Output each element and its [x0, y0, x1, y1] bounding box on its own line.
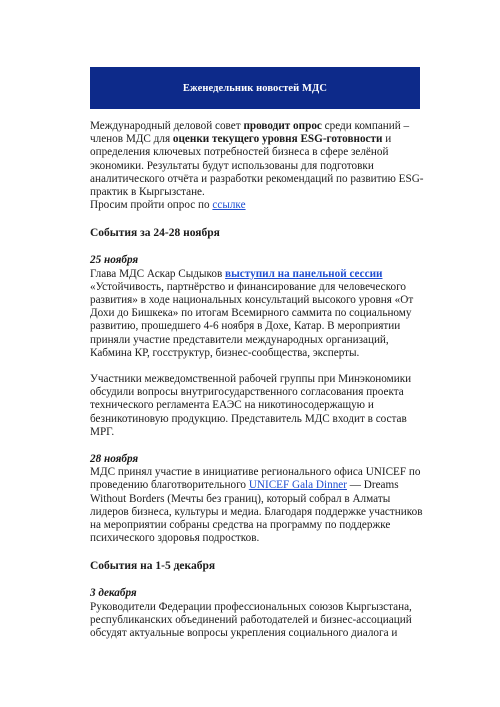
intro-bold-1: проводит опрос: [243, 120, 322, 132]
news-paragraph-panel-session: [90, 268, 428, 360]
intro-text-3: и определения ключевых потребностей бизнеса в сфере зелёной экономики. Результаты будут использованы для подготовки аналитического отчёта и разработки рекомендаций по развитию ESG-практик в Кыргызстане.: [90, 133, 424, 199]
date-25-november: 25 ноября: [90, 254, 139, 267]
news-text: «Устойчивость, партнёрство и финансирование для человеческого развития» в ходе национальных консультаций высокого уровня «От Дохи до Бишкека» по итогам Всемирного саммита по социальному развитию, прошедшего 4-6 ноября в Дохе, Катар. В мероприятии приняли участие представители международных организаций, Кабмина КР, госструктур, бизнес-сообщества, эксперты.: [90, 280, 414, 359]
survey-text: Просим пройти опрос по: [90, 199, 213, 212]
panel-session-link[interactable]: выступил на панельной сессии: [225, 267, 383, 280]
news-paragraph-trade-unions: Руководители Федерации профессиональных союзов Кыргызстана, республиканских объединений работодателей и бизнес-ассоциаций обсудят актуальные вопросы укрепления социального диалога и: [90, 600, 412, 640]
section-heading-nov: События за 24-28 ноября: [90, 227, 220, 240]
news-text: Глава МДС Аскар Сыдыков: [90, 267, 226, 280]
intro-bold-2: оценки текущего уровня ESG-готовности: [172, 133, 383, 146]
newsletter-banner: [90, 67, 420, 109]
news-text: — Dreams Without Borders (Мечты без границ), который собрал в Алматы лидеров бизнеса, культуры и медиа. Благодаря поддержке участников на мероприятии собраны средства на программу по поддержке психического здоровья подростков.: [90, 479, 423, 545]
intro-text-2: среди компаний – членов МДС для: [90, 120, 410, 146]
unicef-gala-dinner-link[interactable]: UNICEF Gala Dinner: [248, 479, 347, 492]
date-3-december: 3 декабря: [90, 587, 137, 600]
newsletter-body: [90, 120, 428, 640]
news-paragraph-working-group: Участники межведомственной рабочей группы при Минэкономики обсудили вопросы внутригосударственного согласования проекта технического регламента ЕАЭС на никотиносодержащую и безникотиновую продукцию. Представитель МДС входит в состав МРГ.: [90, 373, 412, 438]
section-heading-dec: События на 1-5 декабря: [90, 560, 216, 573]
intro-paragraph: [90, 120, 428, 199]
news-paragraph-unicef: [90, 466, 428, 545]
intro-text-1: Международный деловой совет: [90, 120, 244, 132]
date-28-november: 28 ноября: [90, 453, 139, 466]
survey-link[interactable]: ссылке: [212, 199, 246, 212]
newsletter-title: Еженедельник новостей МДС: [182, 82, 328, 94]
survey-line: [90, 199, 428, 212]
news-text: МДС принял участие в инициативе регионального офиса UNICEF по проведению благотворительного: [90, 466, 421, 492]
